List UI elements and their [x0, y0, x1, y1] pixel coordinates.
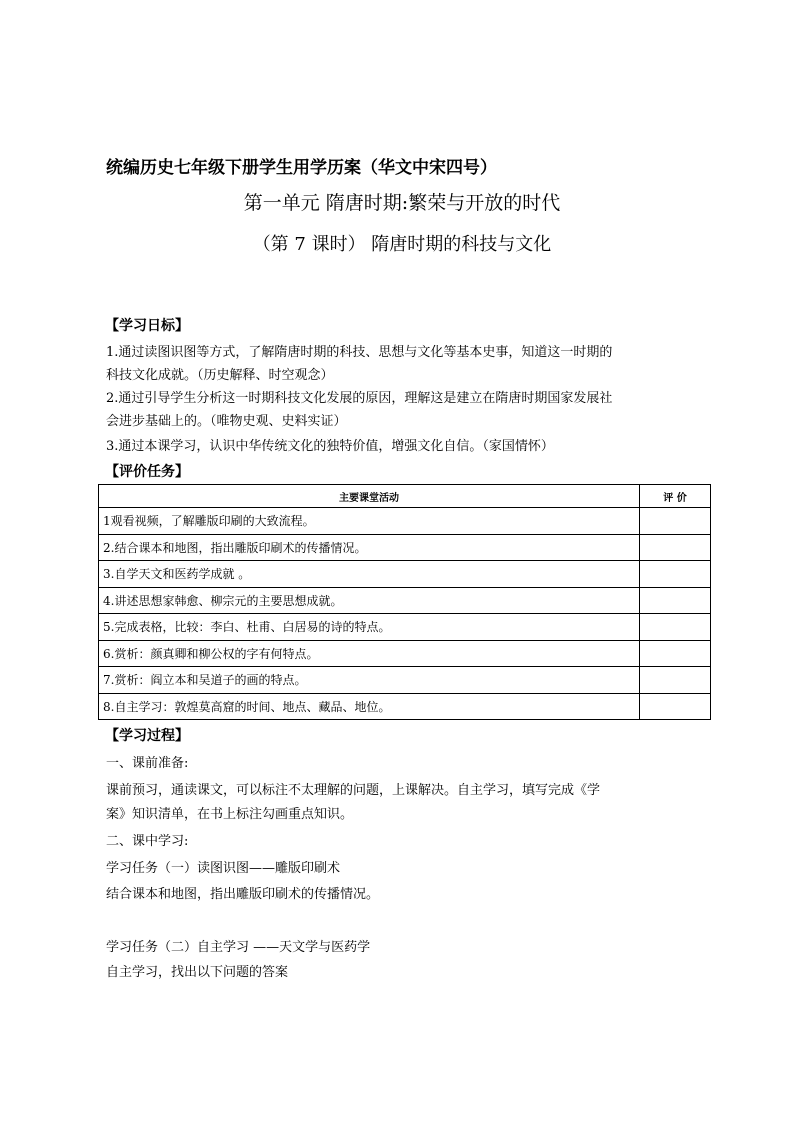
learning-goals-heading: 【学习日标】: [105, 318, 189, 334]
activity-cell: 4.讲述思想家韩愈、柳宗元的主要思想成就。: [99, 587, 640, 614]
lesson-title: （第 7 课时） 隋唐时期的科技与文化: [252, 234, 552, 255]
activity-cell: 5.完成表格，比较：李白、杜甫、白居易的诗的特点。: [99, 614, 640, 641]
pre-class-heading: 一、课前准备:: [106, 756, 189, 771]
document-title: 统编历史七年级下册学生用学历案（华文中宋四号）: [106, 158, 497, 178]
table-row: [99, 693, 711, 720]
activity-cell: 8.自主学习：敦煌莫高窟的时间、地点、藏品、地位。: [99, 693, 640, 720]
task-1-title: 学习任务（一）读图识图——雕版印刷术: [106, 861, 341, 876]
column-header-activity: 主要课堂活动: [99, 485, 640, 508]
evaluation-cell[interactable]: [640, 561, 711, 588]
task-2-description: 自主学习，找出以下问题的答案: [106, 965, 289, 980]
table-header-row: [99, 485, 711, 508]
goal-line: 科技文化成就。（历史解释、时空观念）: [106, 368, 334, 383]
column-header-evaluation: 评 价: [640, 485, 711, 508]
activity-cell: 7.赏析：阎立本和吴道子的画的特点。: [99, 667, 640, 694]
unit-title: 第一单元 隋唐时期:繁荣与开放的时代: [243, 192, 561, 214]
task-2-title: 学习任务（二）自主学习 ——天文学与医药学: [106, 940, 371, 955]
evaluation-cell[interactable]: [640, 508, 711, 535]
evaluation-cell[interactable]: [640, 614, 711, 641]
learning-process-heading: 【学习过程】: [105, 728, 189, 744]
activity-cell: 3.自学天文和医药学成就 。: [99, 561, 640, 588]
goal-line: 2.通过引导学生分析这一时期科技文化发展的原因，理解这是建立在隋唐时期国家发展社: [106, 391, 613, 406]
table-row: [99, 587, 711, 614]
activity-cell: 6.赏析：颜真卿和柳公权的字有何特点。: [99, 640, 640, 667]
pre-class-text: 案》知识清单，在书上标注勾画重点知识。: [106, 807, 354, 822]
evaluation-cell[interactable]: [640, 534, 711, 561]
evaluation-cell[interactable]: [640, 693, 711, 720]
evaluation-cell[interactable]: [640, 667, 711, 694]
activity-cell: 1观看视频，了解雕版印刷的大致流程。: [99, 508, 640, 535]
evaluation-table: [98, 484, 711, 720]
table-row: [99, 534, 711, 561]
table-row: [99, 667, 711, 694]
goal-line: 3.通过本课学习，认识中华传统文化的独特价值，增强文化自信。（家国情怀）: [106, 439, 554, 454]
goal-line: 会进步基础上的。（唯物史观、史料实证）: [106, 414, 347, 429]
table-row: [99, 614, 711, 641]
table-row: [99, 561, 711, 588]
evaluation-cell[interactable]: [640, 640, 711, 667]
goal-line: 1.通过读图识图等方式，了解隋唐时期的科技、思想与文化等基本史事，知道这一时期的: [106, 345, 613, 360]
activity-cell: 2.结合课本和地图，指出雕版印刷术的传播情况。: [99, 534, 640, 561]
evaluation-heading: 【评价任务】: [105, 464, 189, 480]
evaluation-cell[interactable]: [640, 587, 711, 614]
table-row: [99, 508, 711, 535]
task-1-description: 结合课本和地图，指出雕版印刷术的传播情况。: [106, 887, 380, 902]
table-row: [99, 640, 711, 667]
pre-class-text: 课前预习，通读课文，可以标注不太理解的问题，上课解决。自主学习，填写完成《学: [106, 783, 601, 798]
in-class-heading: 二、课中学习:: [106, 834, 189, 849]
